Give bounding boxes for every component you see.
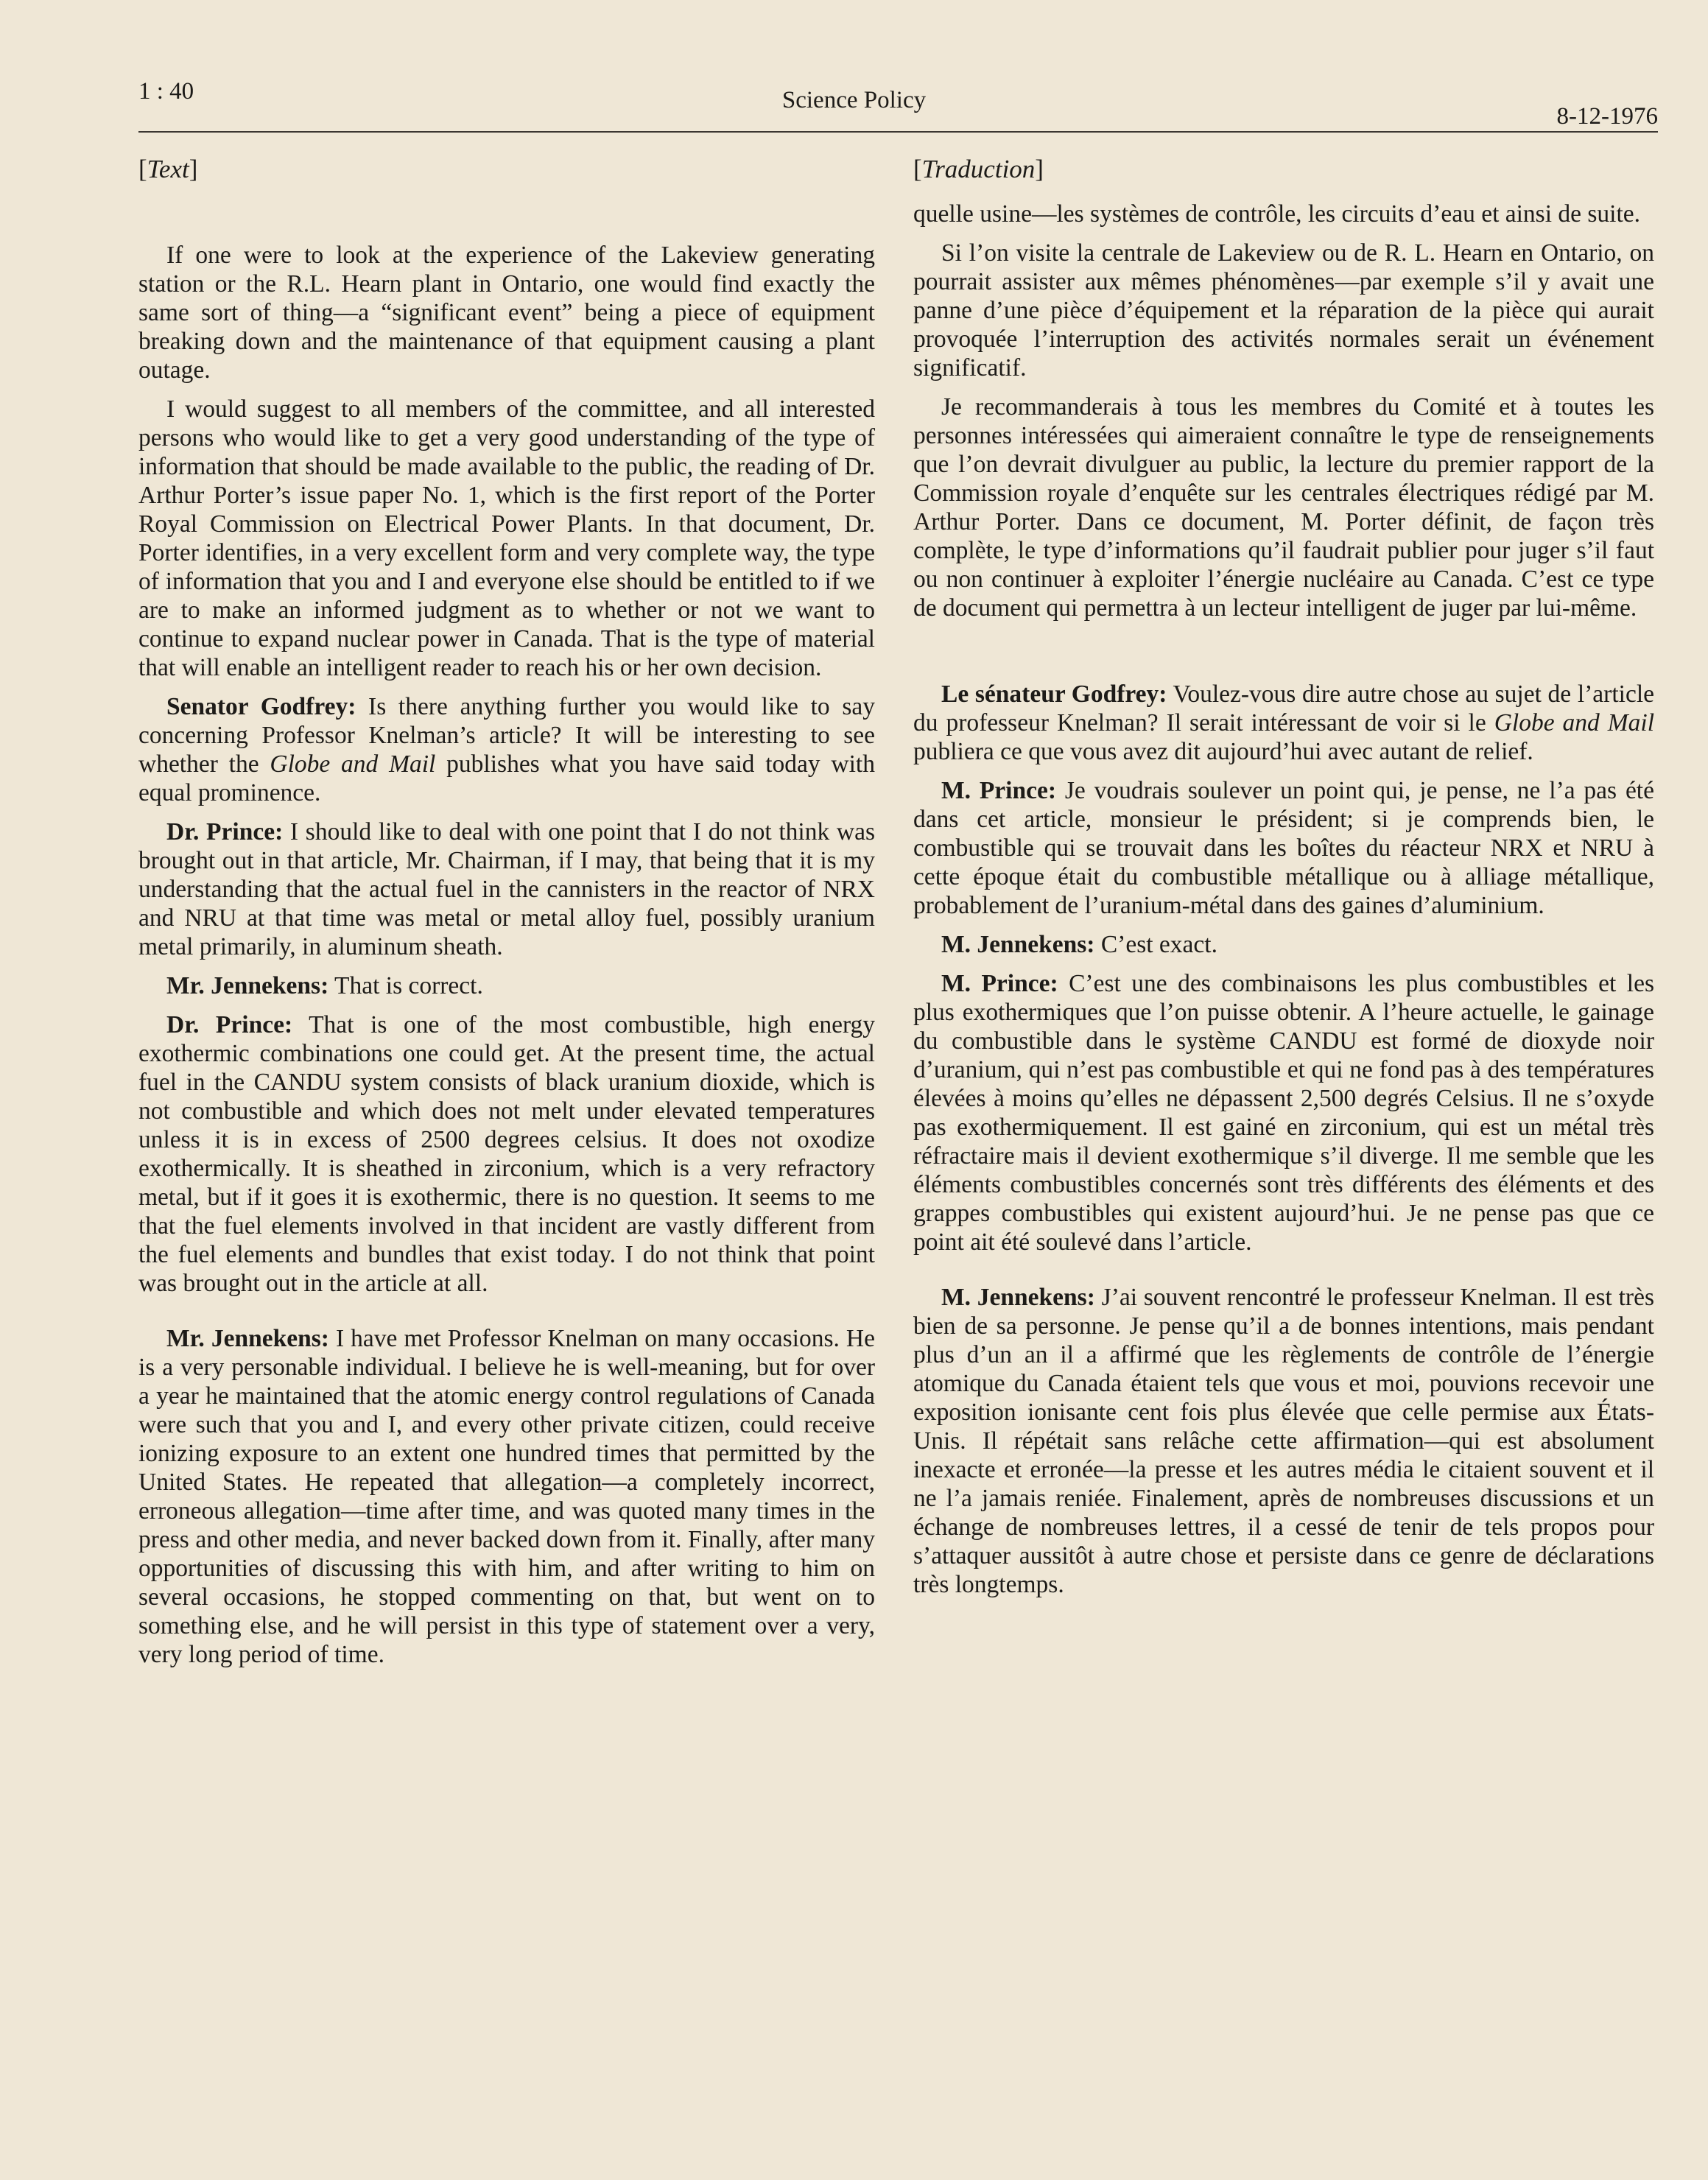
newspaper-title: Globe and Mail <box>270 750 436 778</box>
paragraph: M. Prince: Je voudrais soulever un point qui, je pense, ne l’a pas été dans cet article, monsieur le président; si je comprends bien, le combustible qui se trouvait dans les boîtes du réacteur NRX et NRU à cette époque était du combustible métallique ou à alliage métallique, probablement de l’uranium-métal dans des gaines d’aluminium. <box>913 777 1654 919</box>
speaker-name: M. Jennekens: <box>941 931 1095 958</box>
paragraph: Mr. Jennekens: That is correct. <box>166 972 483 999</box>
paragraph: Mr. Jennekens: I have met Professor Knelman on many occasions. He is a very personable individual. I believe he is well-meaning, but for over a year he maintained that the atomic energy control regulations of Canada were such that you and I, and every other private citizen, could receive ionizing exposure to an extent one hundred times that permitted by the United States. He repeated that allegation—a completely incorrect, erroneous allegation—time after time, and was quoted many times in the press and other media, and never backed down from it. Finally, after many opportunities of discussing this with him, and after writing to him on several occasions, he stopped commenting on that, but went on to something else, and he will persist in this type of statement over a very, very long period of time. <box>138 1325 875 1668</box>
paragraph: Si l’on visite la centrale de Lakeview ou de R. L. Hearn en Ontario, on pourrait assister aux mêmes phénomènes—par exemple s’il y avait une panne d’une pièce d’équipement et la réparation de la pièce qui aurait provoquée l’interruption des activités normales serait un événement significatif. <box>913 239 1654 382</box>
running-title: Science Policy <box>781 87 927 113</box>
speaker-name: Mr. Jennekens: <box>166 972 329 999</box>
page-number: 1 : 40 <box>138 78 194 105</box>
column-spacer <box>913 1267 1654 1283</box>
paragraph: quelle usine—les systèmes de contrôle, les circuits d’eau et ainsi de suite. <box>913 200 1641 228</box>
paragraph: Je recommanderais à tous les membres du Comité et à toutes les personnes intéressées qui aimeraient connaître le type de renseignements que l’on devrait divulguer au public, la lecture du premier rapport de la Commission royale d’enquête sur les centrales électriques rédigé par M. Arthur Porter. Dans ce document, M. Porter définit, de façon très complète, le type d’informations qu’il faudrait publier pour juger s’il faut ou non continuer à exploiter l’énergie nucléaire au Canada. C’est ce type de document qui permettra à un lecteur intelligent de juger par lui-même. <box>913 393 1654 622</box>
english-column <box>138 155 875 1679</box>
column-spacer <box>138 200 875 241</box>
paragraph: M. Jennekens: C’est exact. <box>941 931 1217 958</box>
text-tag: [Text] <box>138 155 198 183</box>
paragraph: Le sénateur Godfrey: Voulez-vous dire autre chose au sujet de l’article du professeur Knelman? Il serait intéressant de voir si le Globe and Mail publiera ce que vous avez dit aujourd’hui avec autant de relief. <box>913 681 1655 765</box>
paragraph: Senator Godfrey: Is there anything further you would like to say concerning Professor Knelman’s article? It will be interesting to see whether the Globe and Mail publishes what you have said today with equal prominence. <box>138 693 876 806</box>
paragraph: M. Jennekens: J’ai souvent rencontré le professeur Knelman. Il est très bien de sa personne. Je pense qu’il a de bonnes intentions, mais pendant plus d’un an il a affirmé que les règlements de contrôle de l’énergie atomique du Canada étaient tels que vous et moi, pouvions recevoir une exposition ionisante cent fois plus élevée que celle permise aux États-Unis. Il répétait sans relâche cette affirmation—qui est absolument inexacte et erronée—la presse et les autres média le citaient souvent et il ne l’a jamais reniée. Finalement, après de nombreuses discussions et un échange de nombreuses lettres, il a cessé de tenir de tels propos pour s’attaquer aussitôt à autre chose et persiste dans ce genre de déclarations très longtemps. <box>913 1284 1654 1598</box>
paragraph: I would suggest to all members of the committee, and all interested persons who would like to get a very good understanding of the type of information that should be made available to the public, the reading of Dr. Arthur Porter’s issue paper No. 1, which is the first report of the Porter Royal Commission on Electrical Power Plants. In that document, Dr. Porter identifies, in a very excellent form and very complete way, the type of information that you and I and everyone else should be entitled to if we are to make an informed judgment as to whether or not we want to continue to expand nuclear power in Canada. That is the type of material that will enable an intelligent reader to reach his or her own decision. <box>138 395 875 681</box>
speaker-name: Dr. Prince: <box>166 818 284 845</box>
speaker-name: M. Prince: <box>941 970 1058 997</box>
speaker-name: Mr. Jennekens: <box>166 1325 329 1352</box>
paragraph: Dr. Prince: That is one of the most combustible, high energy exothermic combinations one could get. At the present time, the actual fuel in the CANDU system consists of black uranium dioxide, which is not combustible and which does not melt under elevated temperatures unless it is in excess of 2500 degrees celsius. It does not oxodize exothermically. It is sheathed in zirconium, which is a very refractory metal, but if it goes it is exothermic, there is no question. It seems to me that the fuel elements involved in that incident are vastly different from the fuel elements and bundles that exist today. I do not think that point was brought out in the article at all. <box>138 1011 875 1297</box>
paragraph: M. Prince: C’est une des combinaisons les plus combustibles et les plus exothermiques que l’on puisse obtenir. A l’heure actuelle, le gainage du combustible dans le système CANDU est formé de dioxyde noir d’uranium, qui n’est pas combustible et qui ne fond pas à des températures élevées à moins qu’elles ne dépassent 2,500 degrés Celsius. Il ne s’oxyde pas exothermiquement. Il est gainé en zirconium, qui est un métal très réfractaire mais il devient exothermique s’il diverge. Il me semble que les éléments combustibles concernés sont très différents des éléments et des grappes combustibles qui existent aujourd’hui. Je ne pense pas que ce point ait été soulevé dans l’article. <box>913 970 1654 1256</box>
paragraph: If one were to look at the experience of the Lakeview generating station or the R.L. Hearn plant in Ontario, one would find exactly the same sort of thing—a “significant event” being a piece of equipment breaking down and the maintenance of that equipment causing a plant outage. <box>138 242 875 384</box>
newspaper-title: Globe and Mail <box>1494 709 1655 736</box>
french-column <box>913 155 1654 1609</box>
speaker-name: Dr. Prince: <box>166 1011 293 1038</box>
header-rule <box>138 131 1658 133</box>
traduction-tag: [Traduction] <box>913 155 1044 183</box>
paragraph: Dr. Prince: I should like to deal with one point that I do not think was brought out in that article, Mr. Chairman, if I may, that being that it is my understanding that the actual fuel in the cannisters in the reactor of NRX and NRU at that time was metal or metal alloy fuel, possibly uranium metal primarily, in aluminum sheath. <box>138 818 875 960</box>
column-spacer <box>138 1308 875 1324</box>
speaker-name: M. Jennekens: <box>941 1284 1095 1311</box>
speaker-name: Senator Godfrey: <box>166 693 356 720</box>
page-date: 8-12-1976 <box>1556 103 1658 130</box>
speaker-name: Le sénateur Godfrey: <box>941 681 1167 708</box>
speaker-name: M. Prince: <box>941 777 1057 804</box>
column-spacer <box>913 633 1654 680</box>
